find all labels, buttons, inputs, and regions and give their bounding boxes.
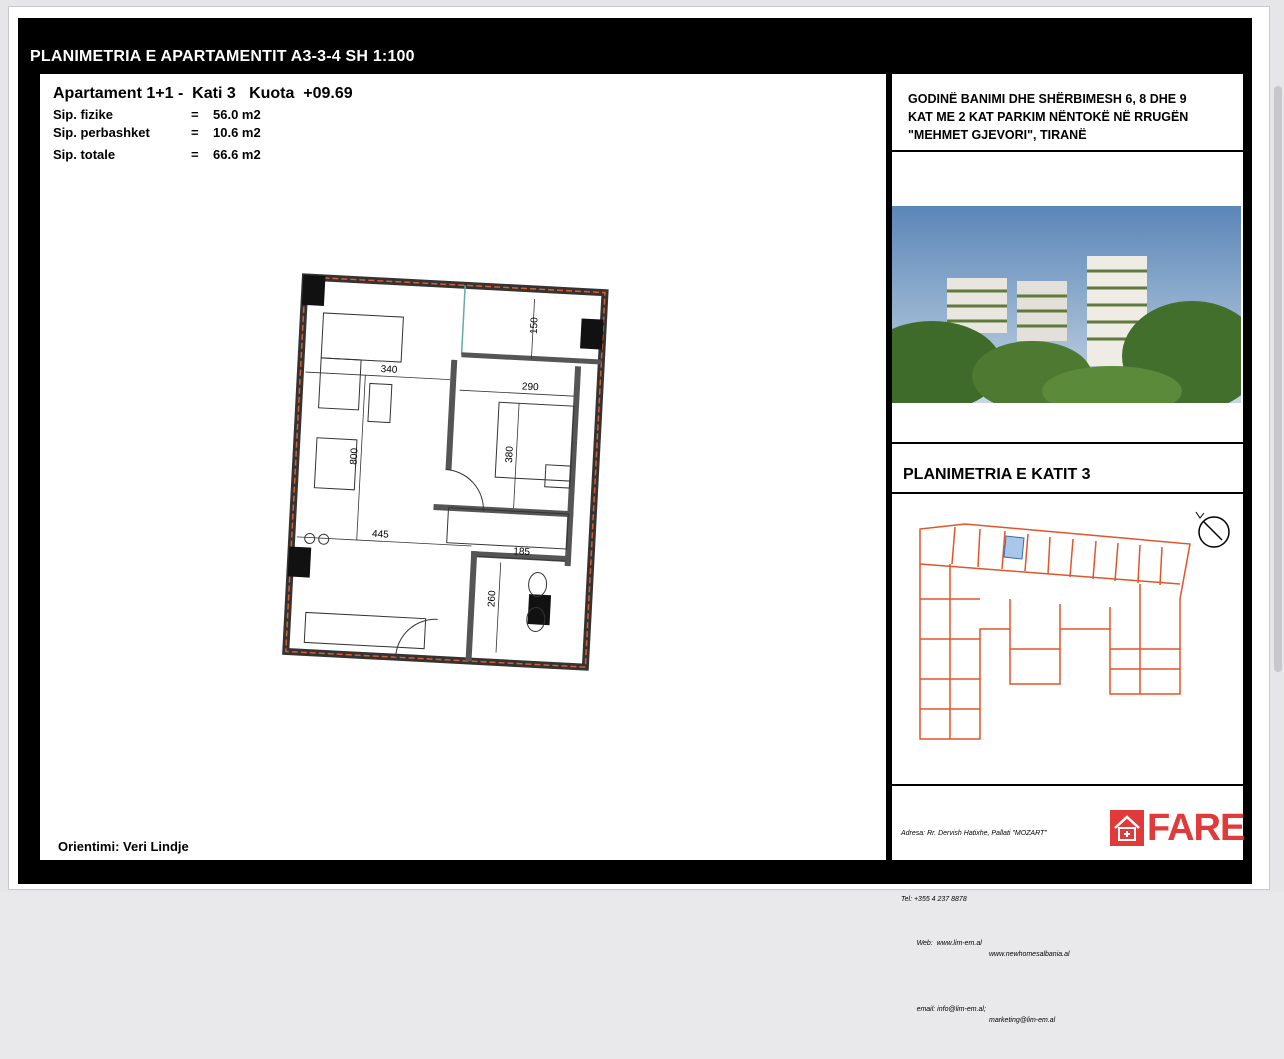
dimension-label: 290 [521, 381, 539, 394]
address-line: Adresa: Rr. Dervish Hatixhe, Pallati "MOZART" [901, 830, 1047, 837]
email-link[interactable]: marketing@lim-em.al [989, 1017, 1056, 1024]
apartment-highlight [1004, 536, 1024, 559]
building-render-image [892, 206, 1241, 403]
dimension-label: 260 [486, 590, 499, 608]
spec-value: 56.0 m2 [213, 107, 261, 122]
divider [892, 150, 1243, 152]
divider [892, 492, 1243, 494]
email-link[interactable]: email: info@lim-em.al; [916, 1006, 986, 1013]
divider [892, 784, 1243, 786]
dimension-label: 445 [371, 528, 389, 541]
column [288, 546, 312, 577]
divider [892, 442, 1243, 444]
orientation-label: Orientimi: Veri Lindje [58, 839, 189, 854]
phone: Tel: +355 4 237 8878 [901, 896, 967, 903]
web-link[interactable]: www.newhomesalbania.al [989, 951, 1070, 958]
dimension-label: 150 [528, 317, 541, 335]
spec-value: 66.6 m2 [213, 147, 261, 162]
spec-row [53, 147, 261, 162]
main-plan-panel [40, 74, 886, 860]
spec-eq: = [191, 107, 199, 122]
spec-label: Sip. fizike [53, 107, 113, 122]
vertical-scrollbar[interactable] [1274, 86, 1282, 672]
project-title-line: "MEHMET GJEVORI", TIRANË [908, 128, 1087, 142]
dimension-label: 340 [380, 364, 398, 376]
dimension-label: 185 [513, 546, 531, 559]
spec-value: 10.6 m2 [213, 125, 261, 140]
project-info-panel [892, 74, 1245, 1024]
spec-eq: = [191, 147, 199, 162]
column [302, 275, 326, 306]
web-link[interactable]: Web: www.lim-em.al [916, 940, 982, 947]
contact-info [901, 806, 1070, 1059]
spec-eq: = [191, 125, 199, 140]
column [580, 318, 604, 349]
dimension-label: 380 [503, 445, 516, 464]
floor-plan-title: PLANIMETRIA E KATIT 3 [903, 466, 1091, 483]
project-title-line: GODINË BANIMI DHE SHËRBIMESH 6, 8 DHE 9 [908, 92, 1187, 106]
floor-keyplan [910, 519, 1195, 744]
spec-row [53, 107, 261, 122]
address-line: Kati 2, Tiranë, SHQIPËRI [901, 863, 980, 870]
spec-label: Sip. perbashket [53, 125, 150, 140]
project-title [908, 90, 1233, 144]
apartment-title: Apartament 1+1 - Kati 3 Kuota +09.69 [53, 85, 353, 102]
apartment-floor-plan [255, 269, 615, 689]
sheet-title: PLANIMETRIA E APARTAMENTIT A3-3-4 SH 1:100 [30, 48, 415, 65]
north-arrow-icon [1192, 510, 1232, 550]
fare-logo [1110, 807, 1245, 849]
outer-wall [286, 277, 605, 667]
outer-wall-dashed [286, 277, 605, 667]
house-logo-icon [1110, 810, 1144, 846]
project-title-line: KAT ME 2 KAT PARKIM NËNTOKË NË RRUGËN [908, 110, 1189, 124]
dimension-label: 800 [348, 447, 361, 466]
spec-row [53, 125, 261, 140]
brand-name: FARE [1147, 807, 1245, 849]
spec-label: Sip. totale [53, 147, 116, 162]
